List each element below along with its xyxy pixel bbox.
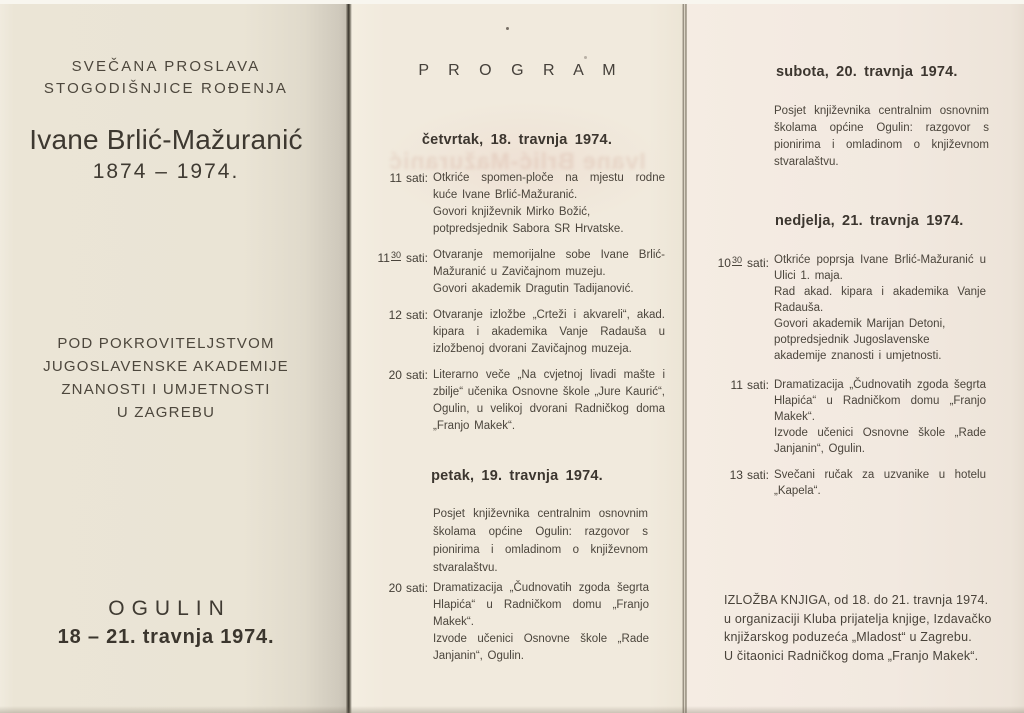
honoree-name: Ivane Brlić-Mažuranić	[29, 124, 303, 155]
schedule-entry	[703, 377, 986, 457]
day-heading-thursday: četvrtak, 18. travnja 1974.	[421, 132, 613, 148]
program-title: P R O G R A M	[418, 62, 624, 79]
saturday-intro	[774, 103, 989, 171]
cover-content	[0, 0, 332, 713]
time-label	[362, 580, 428, 597]
paper-speck	[506, 27, 509, 30]
day-heading-sunday: nedjelja, 21. travnja 1974.	[775, 213, 964, 229]
time-label	[362, 247, 428, 267]
time-unit: sati:	[405, 308, 428, 322]
schedule-entry	[362, 170, 665, 238]
patronage-line-3: ZNANOSTI I UMJETNOSTI	[61, 381, 271, 398]
friday-intro	[433, 505, 648, 577]
time-label	[703, 377, 769, 393]
sunday-entries	[703, 252, 986, 499]
entry-paragraph: Rad akad. kipara i akademika Vanje Radauša.	[774, 286, 986, 314]
time-hour: 11	[730, 378, 743, 392]
schedule-entry	[362, 367, 665, 435]
time-unit: sati:	[746, 378, 769, 392]
exhibition-line: u organizaciji Kluba prijatelja knjige, Izdavačko	[724, 611, 992, 626]
time-minutes: 30	[390, 250, 401, 260]
schedule-entry	[362, 307, 665, 358]
time-label	[703, 467, 769, 483]
event-dates: 18 – 21. travnja 1974.	[57, 626, 275, 648]
entry-text	[774, 467, 986, 499]
time-hour: 11	[389, 171, 402, 185]
entry-text	[433, 170, 665, 238]
time-unit: sati:	[746, 468, 769, 482]
patronage-line-4: U ZAGREBU	[116, 404, 216, 421]
schedule-entry	[362, 580, 649, 665]
time-label	[362, 367, 428, 384]
book-exhibition-note	[724, 591, 992, 665]
time-unit: sati:	[405, 251, 428, 265]
time-label	[703, 252, 769, 271]
entry-text	[433, 307, 665, 358]
occasion-line-2: STOGODIŠNJICE ROĐENJA	[43, 80, 289, 97]
entry-text	[433, 580, 649, 665]
entry-paragraph: Otvaranje memorijalne sobe Ivane Brlić-Mažuranić u Zavičajnom muzeju.	[433, 249, 665, 278]
time-hour: 12	[388, 308, 402, 322]
day-heading-friday: petak, 19. travnja 1974.	[431, 468, 603, 484]
time-minutes: 30	[731, 255, 742, 265]
entry-paragraph: Otvaranje izložbe „Crteži i akvareli“, akad. kipara i akademika Vanje Radauša u izložbenoj dvorani Zavičajnog muzeja.	[433, 309, 665, 355]
entry-paragraph: Dramatizacija „Čudnovatih zgoda šegrta Hlapića“ u Radničkom domu „Franjo Makek“.	[433, 582, 649, 628]
time-hour: 20	[388, 368, 402, 382]
entry-paragraph: Dramatizacija „Čudnovatih zgoda šegrta Hlapića“ u Radničkom domu „Franjo Makek“.	[774, 379, 986, 423]
time-unit: sati:	[405, 368, 428, 382]
panel-cover	[0, 0, 346, 713]
friday-entries	[362, 580, 649, 674]
intro-paragraph: Posjet književnika centralnim osnovnim školama općine Ogulin: razgovor s pionirima i omladinom o književnom stvaralaštvu.	[774, 105, 989, 168]
event-place: OGULIN	[108, 597, 231, 620]
entry-paragraph: Govori književnik Mirko Božić, potpredsjednik Sabora SR Hrvatske.	[433, 206, 624, 235]
schedule-entry	[703, 252, 986, 364]
time-label	[362, 170, 428, 187]
patronage-line-1: POD POKROVITELJSTVOM	[57, 335, 275, 352]
entry-paragraph: Otkriće spomen-ploče na mjestu rodne kuće Ivane Brlić-Mažuranić.	[433, 172, 665, 201]
entry-paragraph: Izvode učenici Osnovne škole „Rade Janjanin“, Ogulin.	[433, 633, 649, 662]
schedule-entry	[703, 467, 986, 499]
time-unit: sati:	[746, 256, 769, 270]
entry-paragraph: Literarno veče „Na cvjetnoj livadi mašte i zbilje“ učenika Osnovne škole „Jure Kaurić“, Ogulin, u velikoj dvorani Radničkog doma „Franjo Makek“.	[433, 369, 665, 432]
time-unit: sati:	[405, 581, 428, 595]
time-hour: 13	[729, 468, 743, 482]
exhibition-line: knjižarskog poduzeća „Mladost“ u Zagrebu.	[724, 630, 972, 644]
exhibition-line: IZLOŽBA KNJIGA, od 18. do 21. travnja 1974.	[724, 593, 989, 607]
intro-paragraph: Posjet književnika centralnim osnovnim školama općine Ogulin: razgovor s pionirima i omladinom o književnom stvaralaštvu.	[433, 508, 648, 574]
entry-text	[774, 377, 986, 457]
time-unit: sati:	[405, 171, 428, 185]
paper-speck	[584, 56, 587, 59]
entry-paragraph: Svečani ručak za uzvanike u hotelu „Kapela“.	[774, 469, 986, 497]
entry-text	[774, 252, 986, 364]
occasion-line-1: SVEČANA PROSLAVA	[71, 58, 261, 75]
panel-program-2	[687, 0, 1024, 713]
panel-program-1	[352, 0, 682, 713]
schedule-entry	[362, 247, 665, 298]
time-hour: 11	[377, 251, 390, 265]
entry-text	[433, 247, 665, 298]
entry-paragraph: Govori akademik Dragutin Tadijanović.	[433, 283, 634, 295]
exhibition-line: U čitaonici Radničkog doma „Franjo Makek“.	[724, 648, 979, 663]
entry-text	[433, 367, 665, 435]
thursday-entries	[362, 170, 665, 444]
day-heading-saturday: subota, 20. travnja 1974.	[776, 64, 958, 80]
time-label	[362, 307, 428, 324]
entry-paragraph: Govori akademik Marijan Detoni, potpredsjednik Jugoslavenske akademije znanosti i umjetnosti.	[774, 318, 946, 362]
show-through-text: Ivane Brlić-Mažuranić	[388, 148, 646, 174]
entry-paragraph: Izvode učenici Osnovne škole „Rade Janjanin“, Ogulin.	[774, 427, 986, 455]
time-hour: 20	[388, 581, 402, 595]
time-hour: 10	[717, 256, 731, 270]
honoree-years: 1874 – 1974.	[92, 160, 240, 183]
entry-paragraph: Otkriće poprsja Ivane Brlić-Mažuranić u Ulici 1. maja.	[774, 254, 986, 282]
patronage-line-2: JUGOSLAVENSKE AKADEMIJE	[43, 358, 289, 375]
